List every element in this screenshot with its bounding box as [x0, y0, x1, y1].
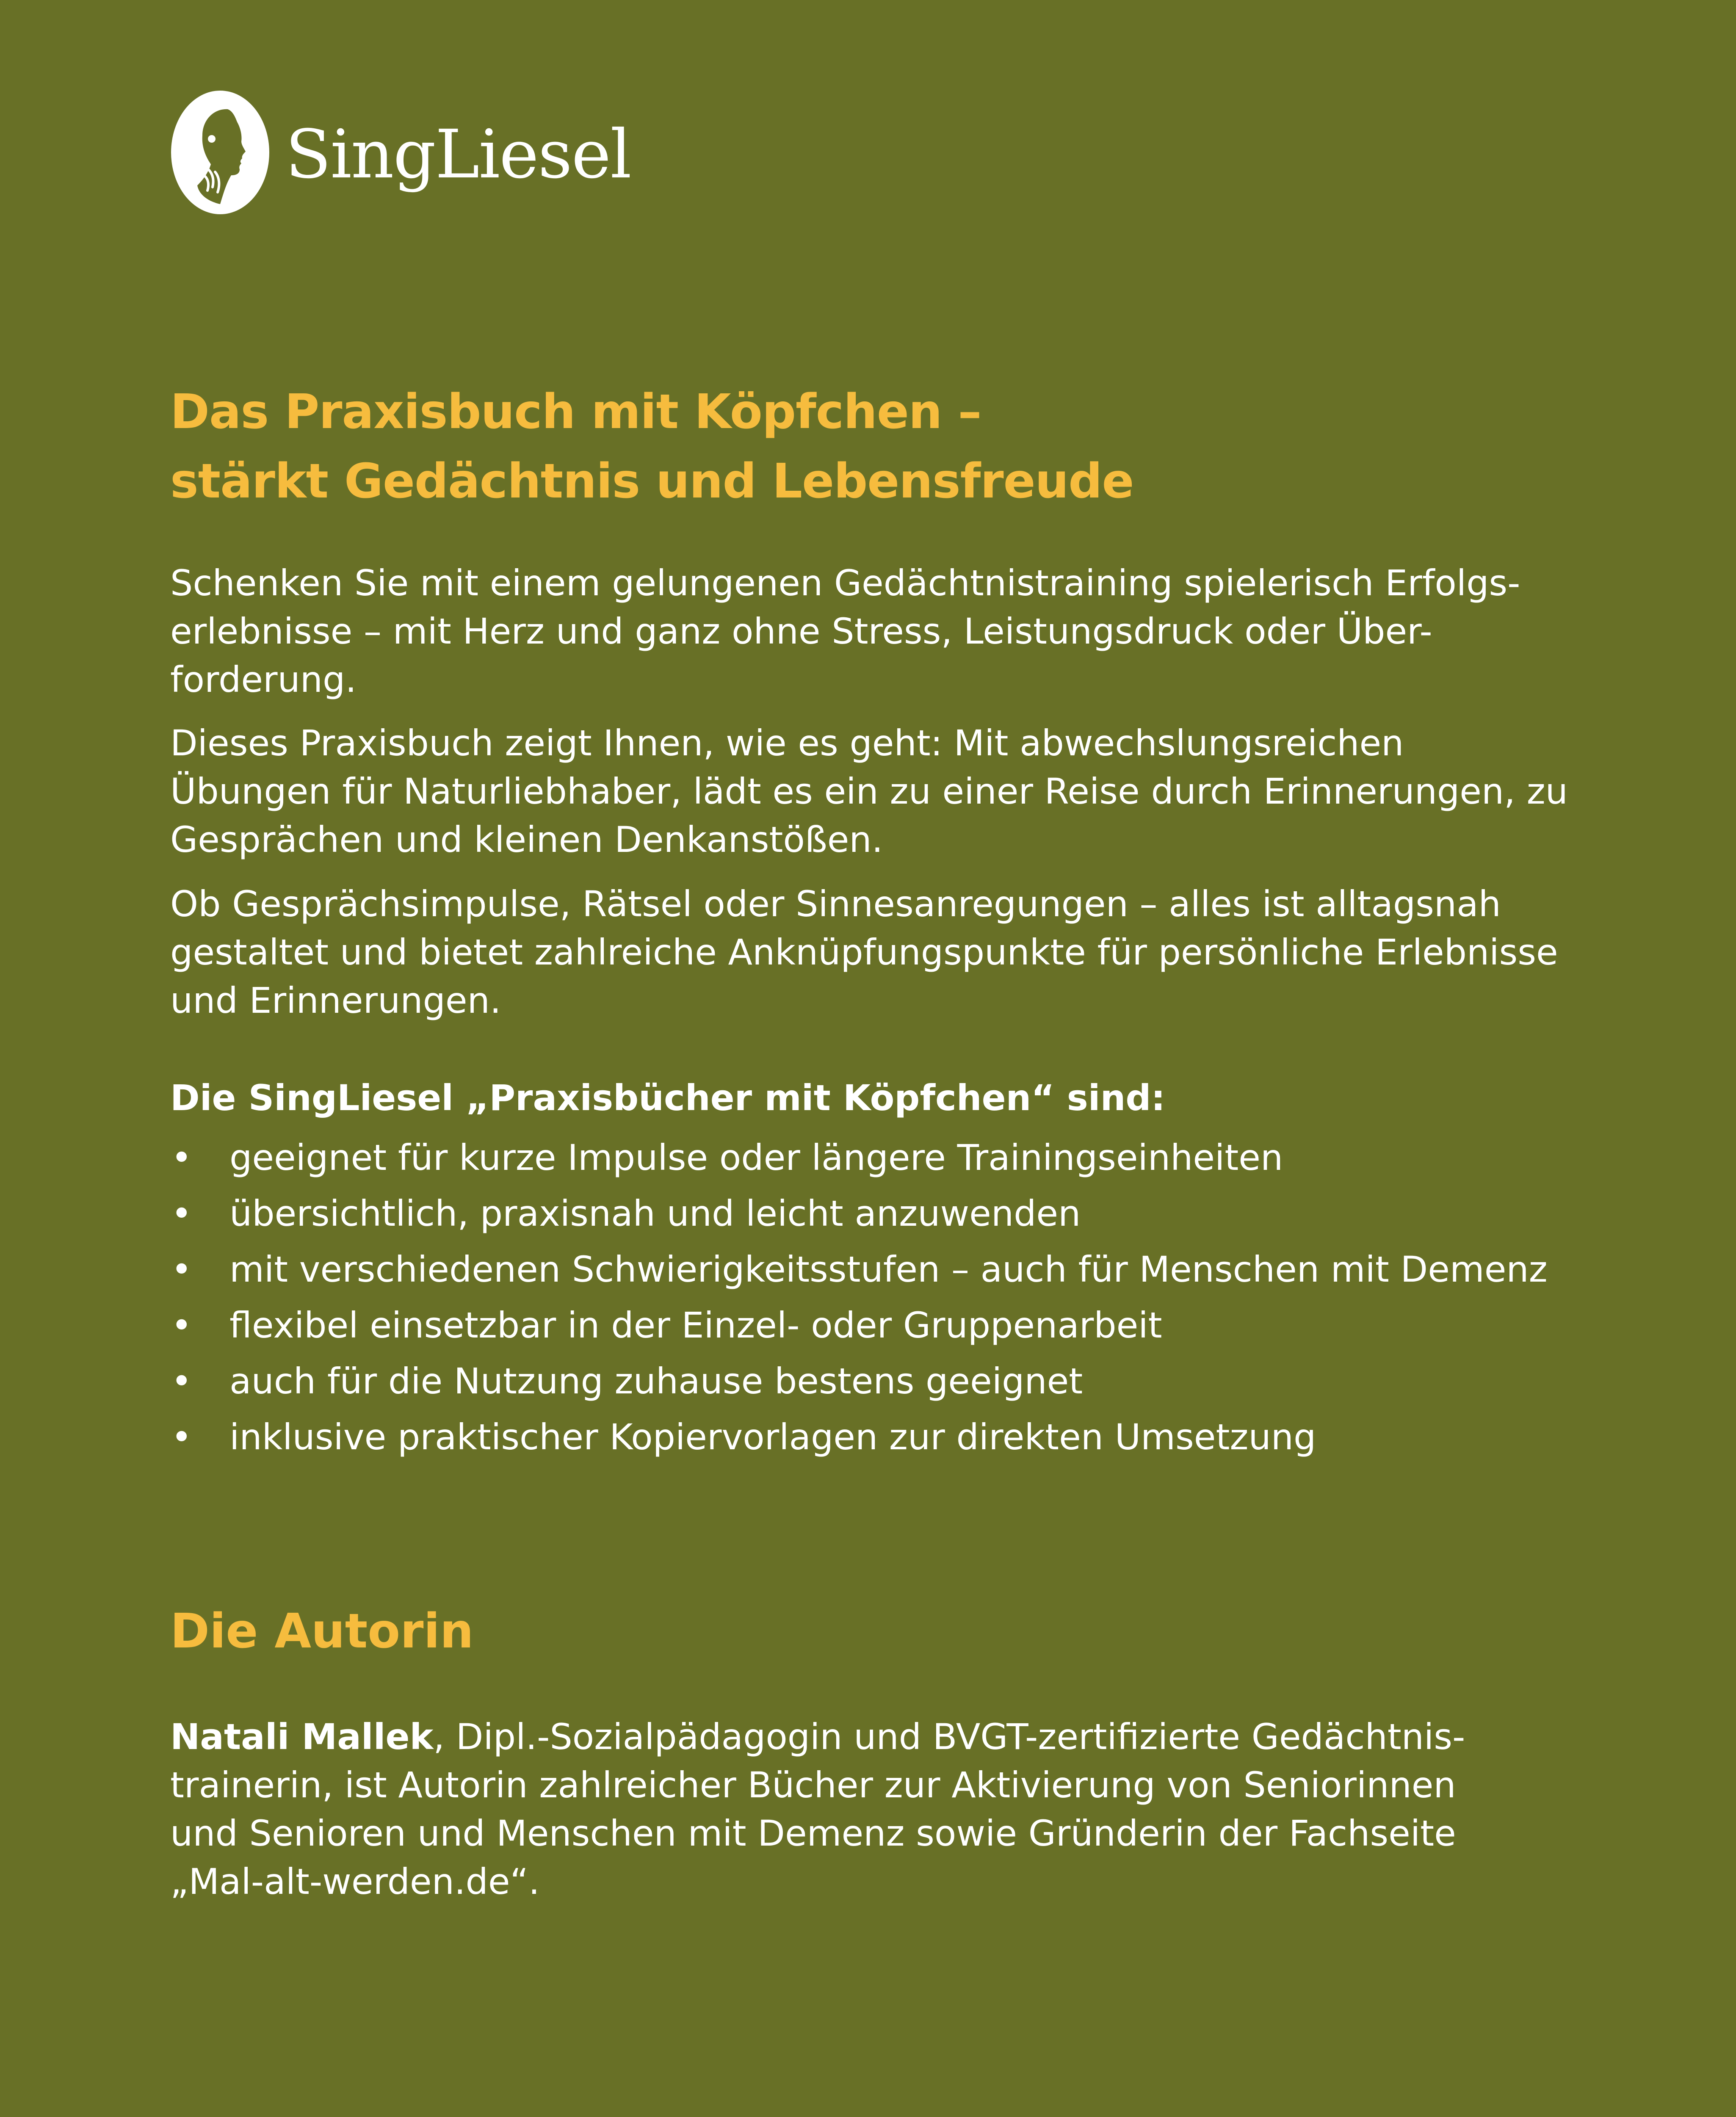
paragraph-line: Gesprächen und kleinen Denkanstößen.: [170, 819, 883, 860]
author-section-title: Die Autorin: [170, 1604, 474, 1659]
author-bio-line: trainerin, ist Autorin zahlreicher Bücher zur Aktivierung von Seniorinnen: [170, 1764, 1456, 1806]
list-item: [170, 1130, 1548, 1186]
paragraph-line: Übungen für Naturliebhaber, lädt es ein zu einer Reise durch Erinnerungen, zu: [170, 771, 1568, 812]
paragraph-intro: [170, 559, 1610, 704]
author-bio: [170, 1713, 1465, 1906]
headline-line-2: stärkt Gedächtnis und Lebensfreude: [170, 454, 1134, 509]
paragraph-line: forderung.: [170, 659, 357, 700]
author-name: Natali Mallek: [170, 1716, 434, 1758]
list-item: [170, 1409, 1548, 1465]
bullet: •: [171, 1193, 192, 1234]
list-item-text: inklusive praktischer Kopiervorlagen zur direkten Umsetzung: [229, 1416, 1316, 1458]
author-bio-text: , Dipl.-Sozialpädagogin und BVGT-zertifizierte Gedächtnis-: [433, 1716, 1465, 1758]
list-item-text: flexibel einsetzbar in der Einzel- oder Gruppenarbeit: [229, 1304, 1162, 1346]
bullet: •: [171, 1360, 192, 1402]
brand-logo: [169, 89, 631, 216]
woman-silhouette-cameo-icon: [169, 89, 271, 216]
list-item: [170, 1186, 1548, 1241]
paragraph-line: Dieses Praxisbuch zeigt Ihnen, wie es geht: Mit abwechslungsreichen: [170, 722, 1404, 764]
features-heading: Die SingLiesel „Praxisbücher mit Köpfchen“ sind:: [170, 1077, 1166, 1119]
paragraph-line: und Erinnerungen.: [170, 980, 501, 1021]
paragraph-how-it-works: [170, 719, 1610, 864]
headline-line-1: Das Praxisbuch mit Köpfchen –: [170, 384, 981, 439]
author-bio-line: „Mal-alt-werden.de“.: [170, 1861, 540, 1902]
features-list: [170, 1130, 1548, 1465]
list-item: [170, 1297, 1548, 1353]
paragraph-line: erlebnisse – mit Herz und ganz ohne Stress, Leistungsdruck oder Über-: [170, 611, 1432, 652]
paragraph-line: Schenken Sie mit einem gelungenen Gedächtnistraining spielerisch Erfolgs-: [170, 562, 1520, 604]
author-bio-line: [170, 1713, 1465, 1761]
list-item: [170, 1241, 1548, 1297]
brand-name: SingLiesel: [285, 116, 631, 193]
paragraph-content: [170, 880, 1610, 1025]
bullet: •: [171, 1249, 192, 1290]
paragraph-line: gestaltet und bietet zahlreiche Anknüpfungspunkte für persönliche Erlebnisse: [170, 931, 1558, 973]
bullet: •: [171, 1137, 192, 1178]
list-item: [170, 1353, 1548, 1409]
paragraph-line: Ob Gesprächsimpulse, Rätsel oder Sinnesanregungen – alles ist alltagsnah: [170, 883, 1501, 925]
list-item-text: auch für die Nutzung zuhause bestens geeignet: [229, 1360, 1083, 1402]
list-item-text: geeignet für kurze Impulse oder längere Trainingseinheiten: [229, 1137, 1283, 1178]
bullet: •: [171, 1304, 192, 1346]
list-item-text: übersichtlich, praxisnah und leicht anzuwenden: [229, 1193, 1081, 1234]
bullet: •: [171, 1416, 192, 1458]
author-bio-line: und Senioren und Menschen mit Demenz sowie Gründerin der Fachseite: [170, 1813, 1456, 1854]
list-item-text: mit verschiedenen Schwierigkeitsstufen – auch für Menschen mit Demenz: [229, 1249, 1548, 1290]
